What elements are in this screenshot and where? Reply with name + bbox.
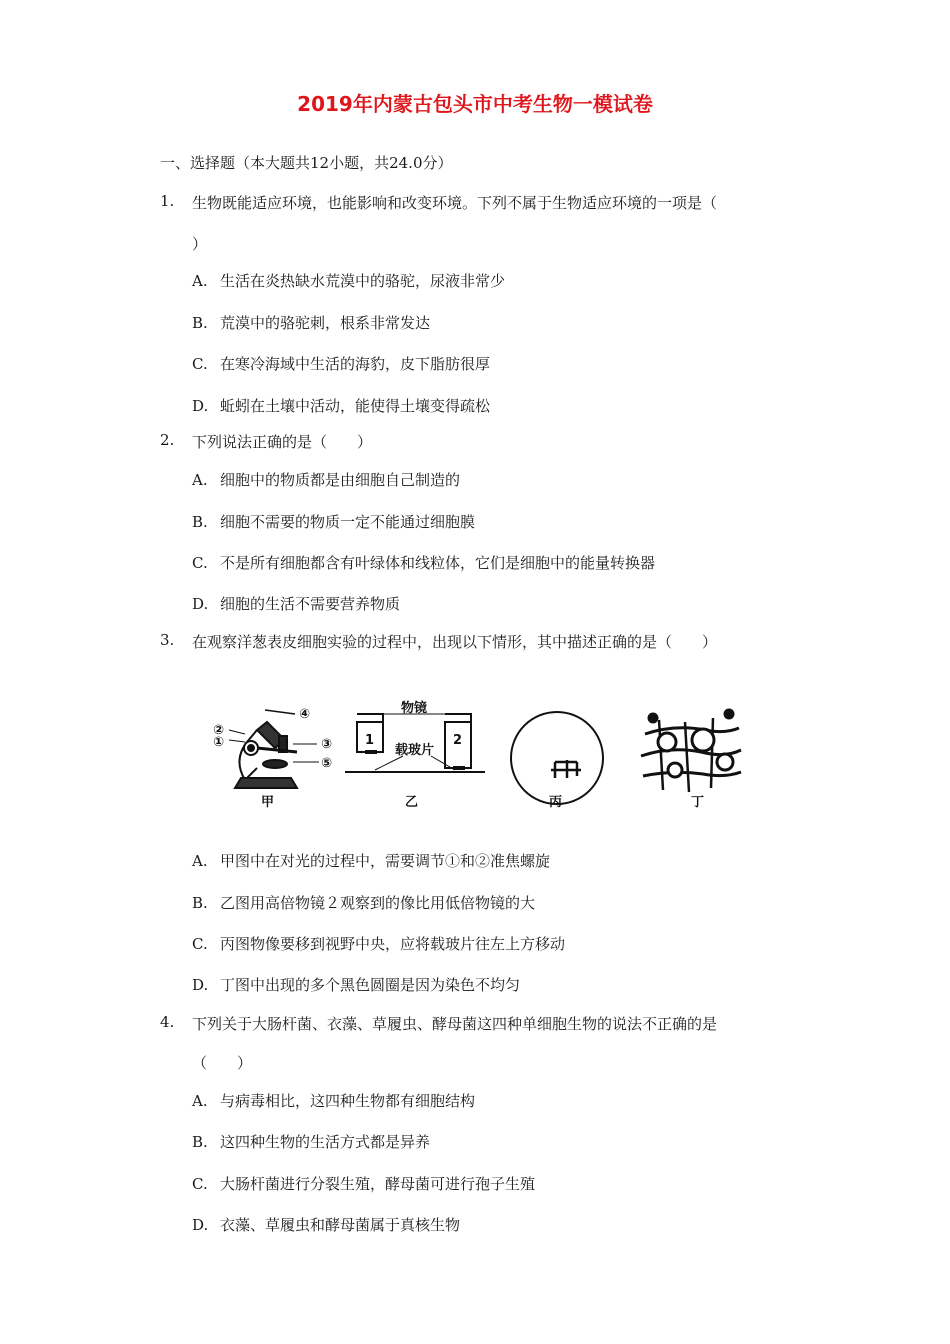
lens-number-2: 2 — [453, 733, 463, 748]
option-letter: C. — [192, 554, 208, 572]
option-text: 蚯蚓在土壤中活动，能使得土壤变得疏松 — [220, 397, 491, 415]
question-4-option-c — [192, 1173, 535, 1194]
option-letter: B. — [192, 894, 208, 912]
option-letter: C. — [192, 1175, 208, 1193]
question-1-option-a — [192, 270, 505, 291]
question-4-option-d — [192, 1214, 460, 1235]
option-letter: A. — [192, 272, 208, 290]
objective-label: 物镜 — [401, 701, 428, 716]
section-heading: 一、选择题（本大题共12小题，共24.0分） — [160, 154, 453, 172]
option-text: 丁图中出现的多个黑色圆圈是因为染色不均匀 — [220, 976, 521, 994]
option-text: 细胞的生活不需要营养物质 — [220, 595, 401, 613]
option-letter: B. — [192, 314, 208, 332]
option-letter: B. — [192, 513, 208, 531]
option-text: 与病毒相比，这四种生物都有细胞结构 — [220, 1092, 476, 1110]
option-letter: D. — [192, 1216, 209, 1234]
question-4-option-a — [192, 1090, 475, 1111]
option-text: 乙图用高倍物镜２观察到的像比用低倍物镜的大 — [220, 894, 536, 912]
question-1-text: 生物既能适应环境，也能影响和改变环境。下列不属于生物适应环境的一项是（ — [192, 194, 718, 212]
question-2-option-a — [192, 469, 460, 490]
panel-label-bing: 丙 — [549, 795, 563, 810]
option-text: 这四种生物的生活方式都是异养 — [220, 1133, 431, 1151]
marker-2: ② — [213, 723, 225, 738]
panel-bing-field-of-view — [511, 712, 603, 804]
marker-4: ④ — [299, 707, 311, 722]
option-letter: A. — [192, 471, 208, 489]
question-3-option-a — [192, 850, 550, 871]
option-text: 细胞不需要的物质一定不能通过细胞膜 — [220, 513, 476, 531]
option-letter: D. — [192, 976, 209, 994]
option-text: 荒漠中的骆驼刺，根系非常发达 — [220, 314, 431, 332]
option-text: 不是所有细胞都含有叶绿体和线粒体，它们是细胞中的能量转换器 — [220, 554, 656, 572]
exam-title: 2019年内蒙古包头市中考生物一模试卷 — [297, 92, 653, 116]
panel-ding-cells — [641, 710, 741, 792]
option-text: 衣藻、草履虫和酵母菌属于真核生物 — [220, 1216, 461, 1234]
marker-5: ⑤ — [321, 756, 333, 771]
option-letter: C. — [192, 355, 208, 373]
question-3-option-d — [192, 974, 520, 995]
question-2-option-d — [192, 593, 400, 614]
panel-label-yi: 乙 — [405, 795, 419, 810]
slide-label: 载玻片 — [395, 743, 435, 758]
question-3-text: 在观察洋葱表皮细胞实验的过程中，出现以下情形，其中描述正确的是（ ） — [192, 633, 718, 651]
question-2-option-b — [192, 511, 475, 532]
microscope-figure-svg — [205, 700, 750, 810]
lens-number-1: 1 — [365, 733, 375, 748]
question-3-option-c — [192, 933, 565, 954]
option-text: 丙图物像要移到视野中央，应将载玻片往左上方移动 — [220, 935, 566, 953]
question-1-option-c — [192, 353, 490, 374]
option-letter: B. — [192, 1133, 208, 1151]
question-3-number: 3. — [160, 631, 175, 649]
question-2-text: 下列说法正确的是（ ） — [192, 433, 373, 451]
option-text: 生活在炎热缺水荒漠中的骆驼，尿液非常少 — [220, 272, 506, 290]
option-text: 甲图中在对光的过程中，需要调节①和②准焦螺旋 — [220, 852, 551, 870]
option-letter: C. — [192, 935, 208, 953]
option-letter: A. — [192, 852, 208, 870]
question-1-number: 1. — [160, 192, 175, 210]
panel-label-jia: 甲 — [261, 795, 275, 810]
question-4-number: 4. — [160, 1013, 175, 1031]
question-1-option-d — [192, 395, 490, 416]
marker-3: ③ — [321, 737, 333, 752]
question-3-option-b — [192, 892, 535, 913]
marker-1: ① — [213, 735, 225, 750]
option-text: 在寒冷海域中生活的海豹，皮下脂肪很厚 — [220, 355, 491, 373]
question-4-text: 下列关于大肠杆菌、衣藻、草履虫、酵母菌这四种单细胞生物的说法不正确的是 — [192, 1015, 718, 1033]
option-letter: D. — [192, 595, 209, 613]
option-letter: D. — [192, 397, 209, 415]
question-2-number: 2. — [160, 431, 175, 449]
question-1-option-b — [192, 312, 430, 333]
question-4-text-cont: （ ） — [192, 1054, 253, 1072]
panel-label-ding: 丁 — [691, 795, 705, 810]
option-text: 细胞中的物质都是由细胞自己制造的 — [220, 471, 461, 489]
option-letter: A. — [192, 1092, 208, 1110]
microscope-figure — [205, 700, 750, 810]
question-2-option-c — [192, 552, 655, 573]
question-1-text-cont: ） — [192, 235, 208, 253]
option-text: 大肠杆菌进行分裂生殖，酵母菌可进行孢子生殖 — [220, 1175, 536, 1193]
question-4-option-b — [192, 1131, 430, 1152]
